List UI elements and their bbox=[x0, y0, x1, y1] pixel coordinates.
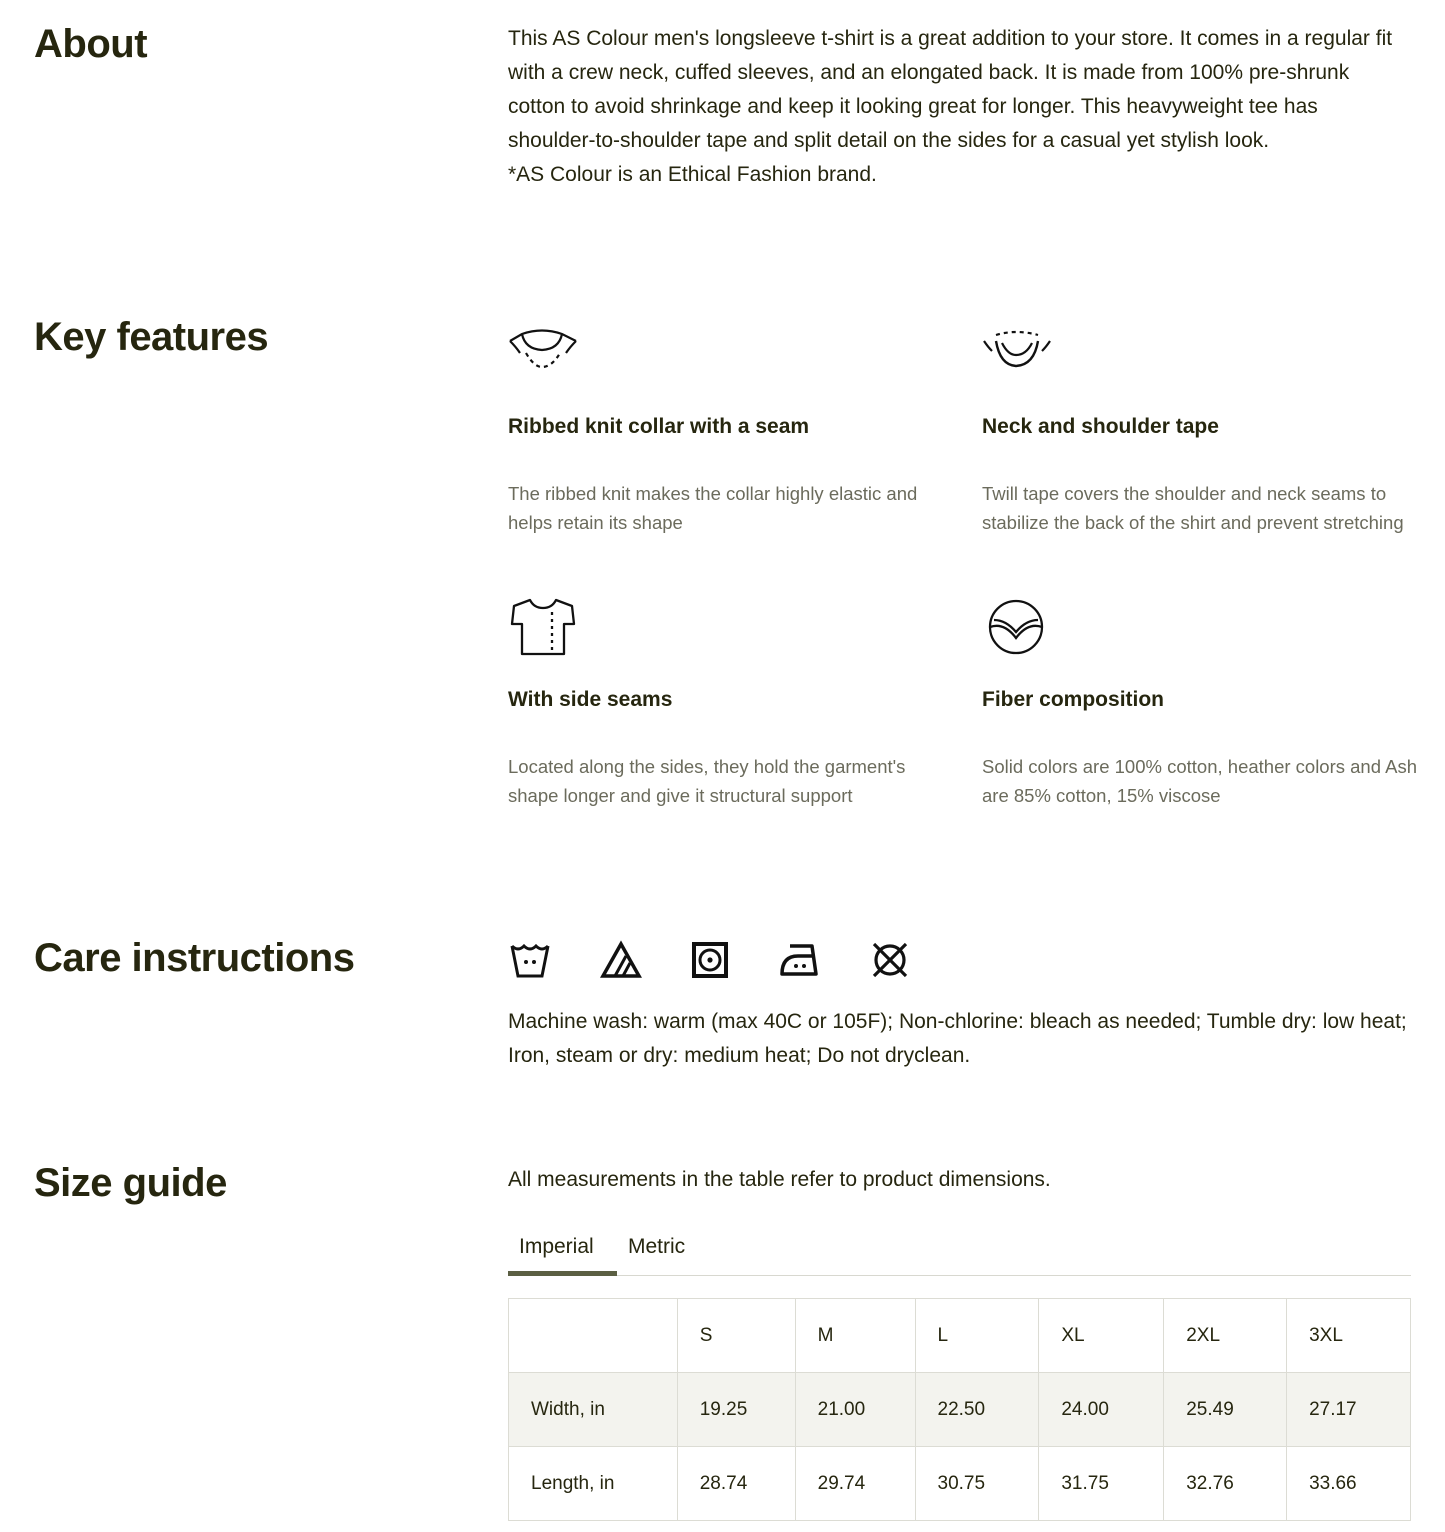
about-text bbox=[508, 22, 1411, 192]
tab-metric[interactable]: Metric bbox=[628, 1235, 686, 1258]
tumble-dry-low-icon bbox=[688, 940, 732, 980]
about-note: *AS Colour is an Ethical Fashion brand. bbox=[508, 163, 877, 186]
key-features-heading: Key features bbox=[34, 315, 269, 359]
side-seams-icon bbox=[508, 598, 578, 658]
care-text: Machine wash: warm (max 40C or 105F); Non-chlorine: bleach as needed; Tumble dry: low heat; Iron, steam or dry: medium heat; Do not dryclean. bbox=[508, 1010, 1407, 1067]
tab-imperial[interactable]: Imperial bbox=[508, 1228, 617, 1276]
table-header-cell: S bbox=[677, 1299, 795, 1373]
machine-wash-warm-icon bbox=[508, 940, 552, 980]
non-chlorine-bleach-icon bbox=[599, 940, 643, 980]
feature-desc: Located along the sides, they hold the garment's shape longer and give it structural support bbox=[508, 756, 906, 806]
table-header-row bbox=[509, 1299, 1411, 1373]
fiber-icon bbox=[982, 598, 1052, 658]
table-cell: Length, in bbox=[509, 1447, 678, 1521]
care-heading: Care instructions bbox=[34, 936, 355, 980]
table-header-cell: M bbox=[795, 1299, 915, 1373]
feature-title: With side seams bbox=[508, 688, 673, 711]
table-header-cell: 3XL bbox=[1287, 1299, 1411, 1373]
table-cell: 28.74 bbox=[677, 1447, 795, 1521]
ribbed-collar-icon bbox=[508, 325, 578, 385]
table-cell: 33.66 bbox=[1287, 1447, 1411, 1521]
feature-desc: The ribbed knit makes the collar highly elastic and helps retain its shape bbox=[508, 483, 918, 533]
size-guide-heading: Size guide bbox=[34, 1161, 227, 1205]
neck-tape-icon bbox=[982, 325, 1052, 385]
about-paragraph: This AS Colour men's longsleeve t-shirt is a great addition to your store. It comes in a regular fit with a crew neck, cuffed sleeves, and an elongated back. It is made from 100% pre-shrunk cotton to avoid shrinkage and keep it looking great for longer. This heavyweight tee has shoulder-to-shoulder tape and split detail on the sides for a casual yet stylish look. bbox=[508, 27, 1393, 152]
table-cell: 24.00 bbox=[1039, 1373, 1164, 1447]
size-guide-intro: All measurements in the table refer to product dimensions. bbox=[508, 1168, 1051, 1191]
feature-item bbox=[508, 598, 938, 806]
table-header-cell: L bbox=[915, 1299, 1039, 1373]
size-table bbox=[508, 1298, 1411, 1521]
table-cell: Width, in bbox=[509, 1373, 678, 1447]
about-heading: About bbox=[34, 22, 148, 66]
feature-title: Ribbed knit collar with a seam bbox=[508, 415, 810, 438]
table-header-cell: 2XL bbox=[1164, 1299, 1287, 1373]
feature-desc: Twill tape covers the shoulder and neck seams to stabilize the back of the shirt and prevent stretching bbox=[982, 483, 1404, 533]
do-not-dryclean-icon bbox=[868, 940, 912, 980]
unit-tabs bbox=[508, 1228, 1411, 1276]
table-cell: 21.00 bbox=[795, 1373, 915, 1447]
table-header-cell bbox=[509, 1299, 678, 1373]
table-cell: 31.75 bbox=[1039, 1447, 1164, 1521]
feature-title: Neck and shoulder tape bbox=[982, 415, 1219, 438]
iron-medium-icon bbox=[778, 940, 822, 980]
table-header-cell: XL bbox=[1039, 1299, 1164, 1373]
feature-item bbox=[982, 598, 1418, 806]
table-cell: 25.49 bbox=[1164, 1373, 1287, 1447]
table-cell: 27.17 bbox=[1287, 1373, 1411, 1447]
table-cell: 30.75 bbox=[915, 1447, 1039, 1521]
table-row bbox=[509, 1447, 1411, 1521]
table-cell: 32.76 bbox=[1164, 1447, 1287, 1521]
feature-title: Fiber composition bbox=[982, 688, 1165, 711]
table-cell: 29.74 bbox=[795, 1447, 915, 1521]
feature-item bbox=[982, 325, 1412, 533]
table-cell: 19.25 bbox=[677, 1373, 795, 1447]
feature-item bbox=[508, 325, 938, 533]
table-row bbox=[509, 1373, 1411, 1447]
table-cell: 22.50 bbox=[915, 1373, 1039, 1447]
feature-desc: Solid colors are 100% cotton, heather colors and Ash are 85% cotton, 15% viscose bbox=[982, 756, 1418, 806]
